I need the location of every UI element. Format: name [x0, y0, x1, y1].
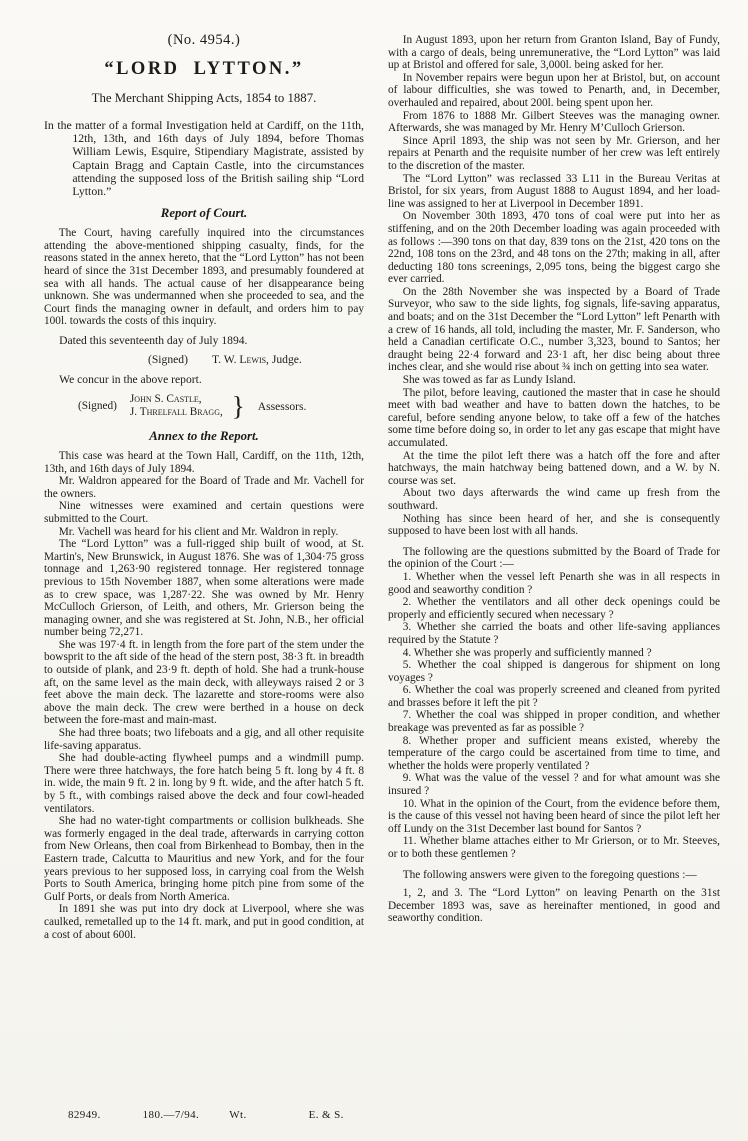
assessors-signed-label: (Signed)	[78, 400, 117, 413]
report-body-paragraph: The Court, having carefully inquired into the circumstances attending the above-mentioned shipping casualty, finds, for the reasons stated in the annex hereto, that the “Lord Lytton” has not been heard of since the 31st December 1893, and presumably foundered at sea with all hands. The actual cause of her disappearance being unknown. She was undermanned when she proceeded to sea, and the Court finds the managing owner in default, and orders him to pay 100l. towards the costs of this inquiry.	[44, 227, 364, 328]
annex-paragraph: The “Lord Lytton” was a full-rigged ship built of wood, at St. Martin's, New Brunswick, in August 1876. She was of 1,304·75 gross tonnage and 1,263·90 registered tonnage. Her registered tonnage previous to 15th November 1887, when some alterations were made as to crew space, was 1,287·22. She was owned by Mr. Henry McCulloch Grierson, of Leith, and others, Mr. Grierson being the managing owner, and she was registered at St. John, N.B., her official number being 72,271.	[44, 538, 364, 639]
annex-paragraph: She had double-acting flywheel pumps and a windmill pump. There were three hatchways, the fore hatch being 5 ft. long by 4 ft. 8 in. wide, the main 9 ft. 2 in. long by 9 ft. wide, and the after hatch 5 ft. by 5 ft., with combings raised above the deck and four cowl-headed ventilators.	[44, 752, 364, 815]
annex-paragraph: The pilot, before leaving, cautioned the master that in case he should meet with bad weather and have to batten down the hatches, to be careful, before sending anyone below, to take off a few of the hatches some time before doing so, in order to let any gas escape that might have accumulated.	[388, 386, 720, 449]
imprint-print-code: 180.—7/94.	[142, 1109, 200, 1121]
annex-paragraphs-col2	[388, 34, 720, 538]
annex-paragraph: She had three boats; two lifeboats and a gig, and all other requisite life-saving apparatus.	[44, 727, 364, 752]
annex-paragraph: At the time the pilot left there was a hatch off the fore and after hatchways, the main hatchway being battened down, and a W. by N. course was set.	[388, 449, 720, 487]
answer-item: 1, 2, and 3. The “Lord Lytton” on leaving Penarth on the 31st December 1893 was, save as hereinafter mentioned, in good and seaworthy condition.	[388, 887, 720, 925]
assessor-name-castle: John S. Castle,	[129, 393, 202, 406]
answers-intro: The following answers were given to the foregoing questions :—	[402, 868, 697, 881]
annex-paragraph: In 1891 she was put into dry dock at Liverpool, where she was caulked, remetalled up to the 14 ft. mark, and put in good condition, at a cost of about 600l.	[44, 903, 364, 941]
question-item: 2. Whether the ventilators and all other deck openings could be properly and efficiently secured when necessary ?	[388, 596, 720, 621]
question-item: 8. Whether proper and sufficient means existed, whereby the temperature of the cargo could be ascertained from time to time, and whether the holds were properly ventilated ?	[388, 734, 720, 772]
report-of-court-heading: Report of Court.	[160, 206, 248, 221]
judge-name-text: T. W. Lewis,	[211, 352, 269, 366]
questions-intro: The following are the questions submitted by the Board of Trade for the opinion of the Court :—	[388, 545, 720, 571]
question-item: 10. What in the opinion of the Court, from the evidence before them, is the cause of this vessel not having been heard of since the pilot left her off Lundy on the 31st December last bound for Santos ?	[388, 797, 720, 835]
dated-line: Dated this seventeenth day of July 1894.	[59, 333, 248, 347]
page-title: “LORD LYTTON.”	[104, 59, 304, 79]
imprint-footer	[46, 1109, 366, 1121]
questions-list	[388, 571, 720, 861]
intro-paragraph: In the matter of a formal Investigation held at Cardiff, on the 11th, 12th, 13th, and 16th days of July 1894, before Thomas William Lewis, Esquire, Stipendiary Magistrate, assisted by Captain Bragg and Captain Castle, into the circumstances attending the supposed loss of the British sailing ship “Lord Lytton.”	[44, 118, 364, 199]
annex-paragraph: On November 30th 1893, 470 tons of coal were put into her as stiffening, and on the 20th December loading was again proceeded with as follows :—390 tons on that day, 839 tons on the 21st, 420 tons on the 22nd, 108 tons on the 23rd, and 48 tons on the 27th; making in all, after deducting 180 tons screenings, 2,095 tons, being the biggest cargo she ever carried.	[388, 210, 720, 286]
assessors-label: Assessors.	[257, 399, 307, 413]
question-item: 7. Whether the coal was shipped in proper condition, and whether breakage was prevented as far as possible ?	[388, 709, 720, 735]
annex-paragraph: This case was heard at the Town Hall, Cardiff, on the 11th, 12th, 13th, and 16th days of July 1894.	[44, 449, 364, 475]
doc-number: (No. 4954.)	[167, 32, 241, 48]
annex-paragraph: In November repairs were begun upon her at Bristol, but, on account of labour difficulties, she was towed to Penarth, and, in December, overhauled and repaired, about 200l. being spent upon her.	[388, 71, 720, 109]
question-item: 1. Whether when the vessel left Penarth she was in all respects in good and seaworthy condition ?	[388, 570, 720, 596]
annex-paragraph: Since April 1893, the ship was not seen by Mr. Grierson, and her repairs at Penarth and the requisite number of her crew was left entirely to the discretion of the master.	[388, 134, 720, 172]
annex-paragraph: Mr. Waldron appeared for the Board of Trade and Mr. Vachell for the owners.	[44, 475, 364, 500]
question-item: 4. Whether she was properly and sufficiently manned ?	[402, 646, 652, 659]
annex-paragraphs-col1	[44, 450, 364, 941]
annex-heading: Annex to the Report.	[149, 428, 259, 443]
question-item: 6. Whether the coal was properly screened and cleaned from pyrited and brasses before it left the pit ?	[388, 684, 720, 709]
imprint-wt: Wt.	[229, 1109, 247, 1121]
judge-name	[212, 353, 302, 366]
annex-paragraph: About two days afterwards the wind came up fresh from the southward.	[388, 487, 720, 512]
question-item: 11. Whether blame attaches either to Mr Grierson, or to Mr. Steeves, or to both these gentlemen ?	[388, 835, 720, 860]
annex-paragraph: She had no water-tight compartments or collision bulkheads. She was formerly engaged in the deal trade, afterwards in carrying cotton from New Orleans, then coal from Birkenhead to Bombay, then in the Eastern trade, Calcutta to Mauritius and new York, and for the four years previous to her supposed loss, in carrying coal from the Welsh Ports to South America, bringing home pitch pine from some of the Gulf Ports, or deals from North America.	[44, 815, 364, 903]
annex-paragraph: She was towed as far as Lundy Island.	[402, 374, 576, 387]
annex-paragraph: In August 1893, upon her return from Granton Island, Bay of Fundy, with a cargo of deals, being unremunerative, the “Lord Lytton” was laid up at Bristol and offered for sale, 3,000l. being asked for her.	[388, 34, 720, 72]
signed-label: (Signed)	[148, 352, 188, 366]
brace-glyph: }	[231, 390, 245, 421]
judge-signature-row	[44, 353, 364, 366]
left-column	[44, 32, 364, 1141]
question-item: 9. What was the value of the vessel ? and for what amount was she insured ?	[388, 772, 720, 798]
question-item: 5. Whether the coal shipped is dangerous for shipment on long voyages ?	[388, 659, 720, 684]
concur-line: We concur in the above report.	[59, 372, 202, 386]
assessors-signature-row	[44, 391, 364, 422]
annex-paragraph: The “Lord Lytton” was reclassed 33 L11 in the Bureau Veritas at Bristol, for six years, from August 1888 to August 1894, and her load-line was assigned to her at Liverpool in December 1891.	[388, 172, 720, 210]
imprint-printer-initials: E. & S.	[308, 1109, 344, 1121]
annex-paragraph: Nothing has since been heard of her, and she is consequently supposed to have been lost with all hands.	[388, 512, 720, 538]
assessor-name-bragg: J. Threlfall Bragg,	[129, 406, 223, 419]
subtitle: The Merchant Shipping Acts, 1854 to 1887.	[91, 91, 317, 105]
annex-paragraph: On the 28th November she was inspected by a Board of Trade Surveyor, who saw to the side lights, fog signals, life-saving apparatus, and boats; and on the 31st December the “Lord Lytton” left Penarth with a crew of 16 hands, all told, including the master, Mr. F. Sanderson, who held a Canadian certificate O.C., number 3,323, bound to Santos; her draught being 22·4 forward and 23·1 aft, her disc being about three inches clear, and she would rise about ¾ inch on getting into sea water.	[388, 285, 720, 374]
right-column	[388, 32, 720, 1141]
answers-list	[388, 887, 720, 925]
annex-paragraph: She was 197·4 ft. in length from the fore part of the stem under the bowsprit to the aft side of the head of the stern post, 38·3 ft. in breadth to outside of plank, and 23·9 ft. depth of hold. She had a trunk-house aft, on the same level as the main deck, with alleyways raised 2 or 3 feet above the main deck. The lazarette and store-rooms were also above the main deck. The crew were berthed in a house on deck between the fore-mast and main-mast.	[44, 638, 364, 727]
judge-role: Judge.	[271, 352, 302, 366]
question-item: 3. Whether she carried the boats and other life-saving appliances required by the Statute ?	[388, 621, 720, 646]
assessor-names	[130, 393, 223, 419]
imprint-job-number: 82949.	[68, 1109, 101, 1121]
annex-paragraph: Nine witnesses were examined and certain questions were submitted to the Court.	[44, 500, 364, 525]
annex-paragraph: Mr. Vachell was heard for his client and Mr. Waldron in reply.	[58, 525, 339, 538]
annex-paragraph: From 1876 to 1888 Mr. Gilbert Steeves was the managing owner. Afterwards, she was managed by Mr. Henry M’Culloch Grierson.	[388, 109, 720, 135]
